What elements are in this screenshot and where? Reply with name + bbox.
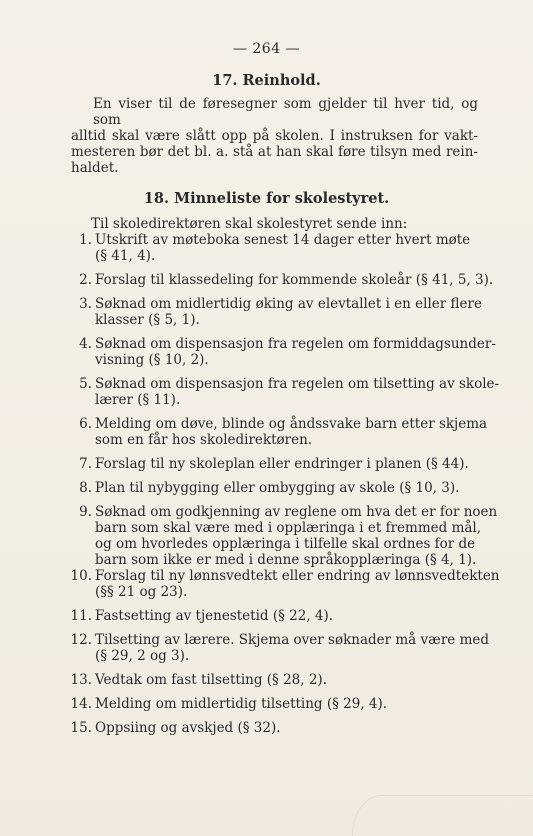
list-item-text	[95, 504, 498, 568]
list-item-number: 5.	[79, 376, 92, 392]
list-item-number: 7.	[79, 456, 92, 472]
list-item-text	[95, 416, 488, 448]
list-item-line: Forslag til ny skoleplan eller endringer i planen (§ 44).	[95, 456, 469, 472]
list-item-line: Vedtak om fast tilsetting (§ 28, 2).	[95, 672, 327, 688]
list-item-line: og om hvorledes opplæringa i tilfelle skal ordnes for de	[95, 536, 476, 552]
list-item-number: 8.	[79, 480, 92, 496]
list-item-line: klasser (§ 5, 1).	[95, 312, 200, 328]
list-item-line: Fastsetting av tjenestetid (§ 22, 4).	[95, 608, 334, 624]
list-item-number: 6.	[79, 416, 92, 432]
list-item-number: 13.	[70, 672, 92, 688]
list-item-number: 11.	[70, 608, 92, 624]
list-item-line: Oppsiing og avskjed (§ 32).	[95, 720, 281, 736]
list-item-line: visning (§ 10, 2).	[95, 352, 209, 368]
list-item-line: som en får hos skoledirektøren.	[95, 432, 313, 448]
paragraph-line: En viser til de føresegner som gjelder til hver tid, og som	[93, 96, 478, 128]
list-item-number: 14.	[70, 696, 92, 712]
list-item-text	[95, 568, 500, 600]
list-item-line: barn som skal være med i opplæringa i et fremmed mål,	[95, 520, 482, 536]
list-item-line: Forslag til klassedeling for kommende skoleår (§ 41, 5, 3).	[95, 272, 494, 288]
list-item-text	[95, 456, 480, 472]
list-item-number: 10.	[70, 568, 92, 584]
section-18-title: 18. Minneliste for skolestyret.	[143, 190, 390, 207]
list-item-number: 3.	[79, 296, 92, 312]
list-item-text	[95, 480, 480, 496]
list-item-line: Søknad om dispensasjon fra regelen om tilsetting av skole-	[95, 376, 500, 392]
paragraph-line: haldet.	[71, 160, 119, 176]
section-17-title: 17. Reinhold.	[212, 72, 321, 89]
list-item-line: Melding om døve, blinde og åndssvake barn etter skjema	[95, 416, 488, 432]
list-item-text	[95, 296, 480, 328]
list-item-number: 2.	[79, 272, 92, 288]
list-item-line: Utskrift av møteboka senest 14 dager etter hvert møte	[95, 232, 471, 248]
list-item-text	[95, 720, 480, 736]
section-18-intro: Til skoledirektøren skal skolestyret sende inn:	[91, 216, 408, 232]
list-item-line: Forslag til ny lønnsvedtekt eller endring av lønnsvedtekten	[95, 568, 500, 584]
list-item-line: Melding om midlertidig tilsetting (§ 29, 4).	[95, 696, 388, 712]
section-17-paragraph	[71, 96, 478, 176]
list-item-text	[95, 232, 480, 264]
list-item-text	[95, 672, 480, 688]
page-number: — 264 —	[232, 41, 301, 57]
list-item-line: (§ 29, 2 og 3).	[95, 648, 190, 664]
list-item-number: 1.	[79, 232, 92, 248]
list-item-text	[95, 608, 480, 624]
page-corner-fold	[352, 795, 533, 836]
list-item-line: Søknad om dispensasjon fra regelen om formiddagsunder-	[95, 336, 496, 352]
paragraph-line: alltid skal være slått opp på skolen. I instruksen for vakt-	[71, 128, 478, 144]
list-item-text	[95, 376, 500, 408]
list-item-line: lærer (§ 11).	[95, 392, 181, 408]
list-item-line: Søknad om midlertidig øking av elevtallet i en eller flere	[95, 296, 482, 312]
list-item-line: (§ 41, 4).	[95, 248, 156, 264]
list-item-number: 9.	[79, 504, 92, 520]
list-item-line: barn som ikke er med i denne språkopplæringa (§ 4, 1).	[95, 552, 477, 568]
list-item-line: Plan til nybygging eller ombygging av skole (§ 10, 3).	[95, 480, 460, 496]
list-item-text	[95, 696, 480, 712]
list-item-line: Tilsetting av lærere. Skjema over søknader må være med	[95, 632, 490, 648]
list-item-text	[95, 336, 496, 368]
list-item-number: 15.	[70, 720, 92, 736]
list-item-number: 4.	[79, 336, 92, 352]
list-item-text	[95, 272, 494, 288]
paragraph-line: mesteren bør det bl. a. stå at han skal føre tilsyn med rein-	[71, 144, 478, 160]
list-item-line: Søknad om godkjenning av reglene om hva det er for noen	[95, 504, 498, 520]
list-item-text	[95, 632, 490, 664]
list-item-line: (§§ 21 og 23).	[95, 584, 188, 600]
list-item-number: 12.	[70, 632, 92, 648]
